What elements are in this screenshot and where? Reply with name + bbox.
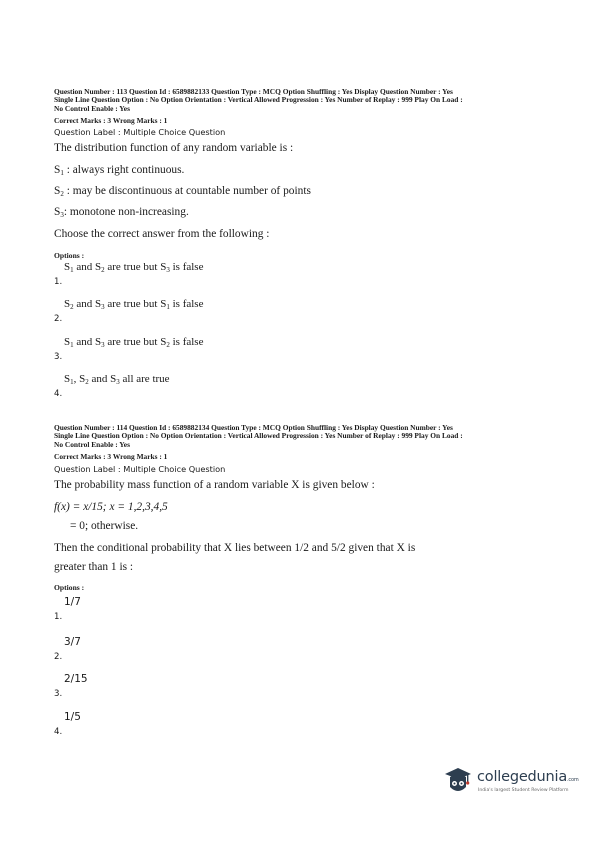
graduate-mascot-icon: [441, 765, 475, 797]
option-text: $S_1$, $S_2$ and $S_3$ all are true: [64, 373, 170, 386]
meta-line: Question Number : 113 Question Id : 6589882133 Question Type : MCQ Option Shuffling : Yes Display Question Number : Yes: [54, 88, 453, 96]
option-text: 1/5: [64, 711, 81, 723]
question-113-instruction: Choose the correct answer from the following :: [54, 228, 270, 240]
option-number: 3.: [54, 352, 63, 362]
collegedunia-logo: [441, 763, 579, 803]
option-text: $S_1$ and $S_3$ are true but $S_2$ is false: [64, 336, 204, 349]
statement-s2: $S_2$ : may be discontinuous at countable number of points: [54, 185, 311, 198]
meta-line: Single Line Question Option : No Option Orientation : Vertical Allowed Progression : Yes Number of Replay : 999 Play On Load :: [54, 432, 463, 441]
pmf-line-1: f(x) = x/15; x = 1,2,3,4,5: [54, 501, 168, 513]
option-4[interactable]: [54, 373, 354, 399]
question-113-meta: [54, 88, 554, 113]
option-1[interactable]: [54, 596, 354, 622]
options-label: Options :: [54, 583, 85, 592]
option-number: 3.: [54, 689, 63, 699]
option-text: $S_2$ and $S_3$ are true but $S_1$ is false: [64, 298, 204, 311]
question-113-label: Question Label : Multiple Choice Question: [54, 127, 226, 137]
meta-line: Single Line Question Option : No Option Orientation : Vertical Allowed Progression : Yes Number of Replay : 999 Play On Load :: [54, 96, 463, 105]
option-2[interactable]: [54, 636, 354, 662]
option-text: $S_1$ and $S_2$ are true but $S_3$ is false: [64, 261, 204, 274]
meta-line: No Control Enable : Yes: [54, 440, 130, 449]
question-114-text: The probability mass function of a random variable X is given below :: [54, 479, 375, 491]
option-4[interactable]: [54, 711, 354, 737]
question-114-text-3: greater than 1 is :: [54, 561, 134, 573]
option-number: 4.: [54, 727, 63, 737]
option-text: 1/7: [64, 596, 81, 608]
option-3[interactable]: [54, 673, 354, 699]
pmf-line-2: = 0; otherwise.: [70, 520, 139, 532]
meta-line: Question Number : 114 Question Id : 6589882134 Question Type : MCQ Option Shuffling : Yes Display Question Number : Yes: [54, 424, 453, 432]
statement-s1: $S_1$ : always right continuous.: [54, 164, 185, 177]
option-number: 2.: [54, 314, 63, 324]
option-number: 1.: [54, 277, 63, 287]
option-number: 1.: [54, 612, 63, 622]
option-number: 4.: [54, 389, 63, 399]
option-text: 2/15: [64, 673, 88, 685]
option-2[interactable]: [54, 298, 354, 324]
question-114-text-2: Then the conditional probability that X lies between 1/2 and 5/2 given that X is: [54, 542, 416, 554]
option-1[interactable]: [54, 261, 354, 287]
question-113-text: The distribution function of any random variable is :: [54, 142, 294, 154]
question-114-meta: [54, 424, 554, 449]
question-113-marks: Correct Marks : 3 Wrong Marks : 1: [54, 117, 168, 125]
option-text: 3/7: [64, 636, 81, 648]
statement-s3: $S_3$: monotone non-increasing.: [54, 206, 189, 219]
logo-wordmark: collegedunia.com: [477, 769, 579, 785]
option-3[interactable]: [54, 336, 354, 362]
logo-tagline: India's largest Student Review Platform: [478, 788, 569, 793]
option-number: 2.: [54, 652, 63, 662]
options-label: Options :: [54, 251, 85, 260]
question-114-marks: Correct Marks : 3 Wrong Marks : 1: [54, 453, 168, 461]
meta-line: No Control Enable : Yes: [54, 104, 130, 113]
question-114-label: Question Label : Multiple Choice Question: [54, 464, 226, 474]
